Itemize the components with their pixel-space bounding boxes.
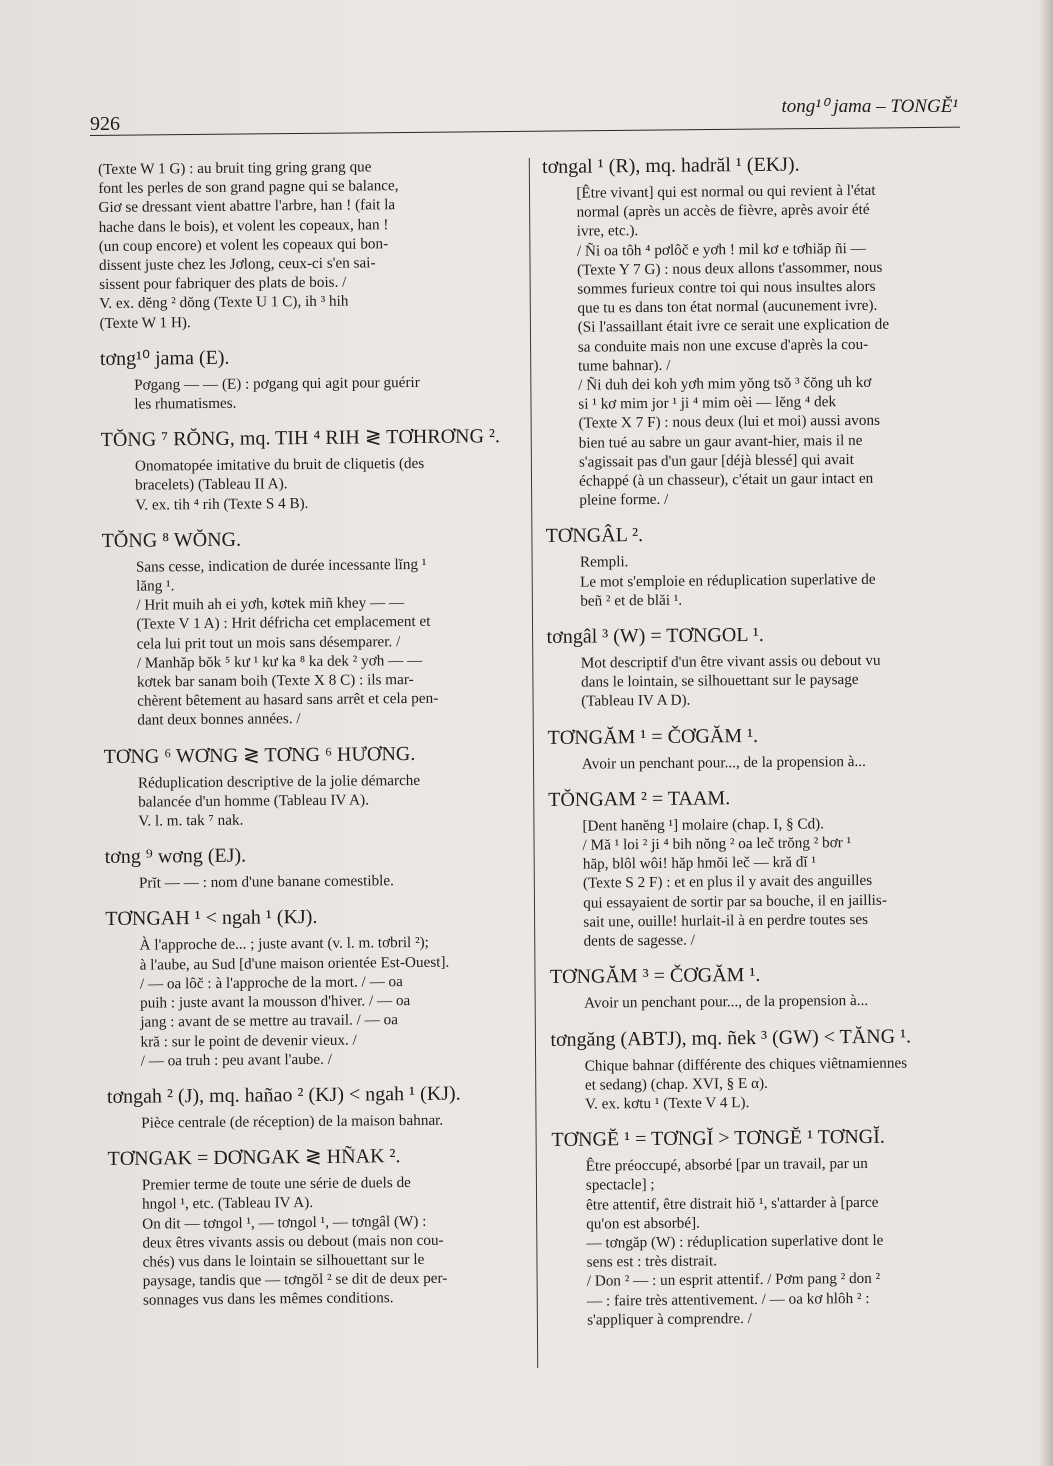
entry-line: sommes furieux contre toi qui nous insultes alors: [577, 277, 876, 298]
entry-line: / Ñi duh dei koh yơh mim yŏng tsŏ ³ čŏng uh kơ: [578, 373, 872, 394]
entry-line: que tu es dans ton état normal (aucunement ivre).: [577, 297, 878, 317]
entry-line: deux êtres vivants assis ou debout (mais non cou-: [142, 1231, 444, 1252]
entry-headword: TŎNG ⁷ RŎNG, mq. TIH ⁴ RIH ≷ TƠHRƠNG ².: [100, 425, 501, 452]
entry-headword: TƠNGAK = DƠNGAK ≷ HÑAK ².: [107, 1145, 401, 1171]
entry-line: bracelets) (Tableau II A).: [135, 475, 288, 495]
entry-headword: TŎNGAM ² = TAAM.: [548, 787, 731, 811]
entry-line: à l'aube, au Sud [d'une maison orientée Est-Ouest].: [139, 953, 450, 974]
entry-body: [105, 932, 528, 1070]
entry-line: balancée d'un homme (Tableau IV A).: [138, 791, 370, 811]
entry-line: pleine forme. /: [579, 491, 669, 509]
entry-line: s'appliquer à comprendre. /: [587, 1309, 752, 1329]
entry-line: qu'on est absorbé].: [586, 1214, 701, 1233]
dictionary-entry: [107, 1081, 529, 1133]
entry-line: être attentif, être distrait hiŏ ¹, s'attarder à [parce: [585, 1193, 879, 1214]
continued-entry: [98, 156, 522, 333]
entry-body: [548, 751, 970, 774]
entry-body: [552, 1153, 976, 1330]
entry-line: bien tué au sabre un gaur avant-hier, mais il ne: [578, 431, 863, 452]
entry-line: (Texte Y 7 G) : nous deux allons t'assommer, nous: [577, 258, 883, 279]
entry-body: [550, 990, 972, 1013]
entry-line: échappé (à un chasseur), c'était un gaur intact en: [579, 469, 874, 490]
entry-line: chés) vus dans le lointain se silhouettant sur le: [142, 1250, 425, 1271]
entry-line: normal (après un accès de fièvre, après avoir été: [576, 201, 870, 221]
book-spine-shadow: [1039, 0, 1053, 1466]
entry-line: paysage, tandis que — tơngŏl ² se dit de deux per-: [142, 1269, 448, 1290]
entry-line: sens est : très distrait.: [586, 1252, 718, 1271]
entry-line: hngol ¹, etc. (Tableau IV A).: [141, 1194, 314, 1213]
entry-line: [Dent hanĕng ¹] molaire (chap. I, § Cd).: [582, 815, 825, 835]
entry-line: Réduplication descriptive de la jolie démarche: [137, 771, 421, 792]
entry-line: / Mă ¹ loi ² ji ⁴ bih nŏng ² oa leč trŏng ² bơr ¹: [582, 834, 852, 854]
entry-body: [107, 1110, 529, 1133]
entry-line: (Texte W 1 H).: [99, 313, 191, 332]
entry-line: et sedang) (chap. XVI, § E α).: [584, 1074, 768, 1094]
entry-body: [542, 180, 967, 510]
entry-line: V. ex. dĕng ² dŏng (Texte U 1 C), ih ³ hih: [99, 293, 349, 313]
entry-line: Rempli.: [579, 553, 629, 572]
entry-line: À l'approche de... ; juste avant (v. l. m. tơbril ²);: [139, 934, 429, 955]
page-number: 926: [90, 113, 120, 135]
entry-line: Être préoccupé, absorbé [par un travail, par un: [585, 1155, 868, 1175]
dictionary-entry: [542, 151, 967, 510]
entry-line: Mot descriptif d'un être vivant assis ou debout vu: [580, 651, 881, 672]
entry-line: (Texte S 2 F) : et en plus il y avait des anguilles: [582, 872, 873, 893]
entry-line: (Texte V 1 A) : Hrit défricha cet emplacement et: [136, 613, 431, 634]
dictionary-entry: [101, 424, 524, 515]
entry-line: / Don ² — : un esprit attentif. / Pơm pang ² don ²: [586, 1270, 881, 1290]
entry-headword: TƠNGAH ¹ < ngah ¹ (KJ).: [105, 906, 318, 931]
left-column: [98, 156, 531, 1325]
entry-line: / Ñi oa tôh ⁴ pơlôč e yơh ! mil kơ e tơhiăp ñi —: [576, 239, 866, 260]
entry-headword: TŎNG ⁸ WŎNG.: [101, 528, 242, 552]
entry-line: Pơgang — — (E) : pơgang qui agit pour guérir: [134, 373, 420, 394]
entry-line: cela lui prit tout un mois sans désemparer. /: [136, 632, 401, 653]
entry-line: ivre, etc.).: [576, 222, 639, 241]
entry-line: kră : sur le point de devenir vieux. /: [140, 1031, 357, 1051]
entry-line: lăng ¹.: [136, 577, 175, 595]
entry-line: (Texte W 1 G) : au bruit ting gring grang que: [98, 158, 372, 178]
dictionary-entry: [105, 841, 527, 893]
entry-headword: TƠNGĂM ¹ = ČƠGĂM ¹.: [547, 724, 759, 749]
entry-line: V. l. m. tak ⁷ nak.: [138, 811, 244, 830]
column-divider: [529, 158, 538, 1368]
entry-headword: TƠNGÂL ².: [545, 524, 644, 548]
entry-line: Avoir un penchant pour..., de la propension à...: [584, 992, 869, 1012]
entry-line: / — oa truh : peu avant l'aube. /: [140, 1050, 332, 1070]
entry-line: Sans cesse, indication de durée incessante lĭng ¹: [135, 555, 427, 576]
entry-body: [548, 813, 971, 951]
entry-line: s'agissait pas d'un gaur [déjà blessé] qui avait: [578, 450, 855, 471]
entry-line: puih : juste avant la mousson d'hiver. / — oa: [140, 992, 411, 1012]
dictionary-entry: [102, 525, 526, 731]
entry-body: [100, 372, 522, 414]
entry-headword: tơngăng (ABTJ), mq. ñek ³ (GW) < TĂNG ¹.: [550, 1024, 912, 1051]
entry-line: Prĭt — — : nom d'une banane comestible.: [138, 872, 395, 892]
entry-line: Giơ se dressant vient abattre l'arbre, han ! (fait la: [98, 196, 396, 217]
entry-line: hache dans le bois), et volent les copeaux, han !: [98, 215, 389, 236]
entry-headword: tơngal ¹ (R), mq. hadrăl ¹ (EKJ).: [542, 153, 800, 178]
entry-line: Avoir un penchant pour..., de la propension à...: [581, 752, 866, 773]
entry-line: kơtek bar sanam boih (Texte X 8 C) : ils mar-: [136, 671, 414, 691]
entry-line: / Hrit muih ah ei yơh, kơtek miñ khey — —: [136, 594, 405, 614]
dictionary-entry: [100, 343, 523, 414]
header-rule: [90, 127, 960, 136]
dictionary-entry: [550, 961, 972, 1013]
entry-line: dents de sagesse. /: [583, 931, 695, 950]
entry-line: — tơngăp (W) : réduplication superlative dont le: [586, 1231, 884, 1252]
entry-line: Pièce centrale (de réception) de la maison bahnar.: [141, 1111, 444, 1132]
running-head: tong¹⁰ jama – TONGĔ¹: [781, 96, 958, 117]
entry-body: [104, 770, 527, 832]
entry-line: (Tableau IV A D).: [581, 692, 691, 711]
dictionary-entry: [105, 903, 529, 1070]
entry-line: les rhumatismes.: [134, 394, 237, 413]
dictionary-entry: [551, 1124, 975, 1330]
entry-headword: TƠNGĔ ¹ = TƠNGĬ > TƠNGĔ ¹ TƠNGĬ.: [551, 1125, 885, 1152]
entry-line: [Être vivant] qui est normal ou qui revient à l'état: [576, 181, 876, 202]
entry-body: [547, 650, 970, 712]
entry-line: sonnages vus dans les mêmes conditions.: [142, 1289, 394, 1309]
entry-line: (Texte X 7 F) : nous deux (lui et moi) aussi avons: [578, 412, 881, 433]
entry-line: dissent juste chez les Jơlong, ceux-ci s'en sai-: [98, 254, 376, 275]
entry-line: On dit — tơngol ¹, — tơngol ¹, — tơngâl (W) :: [142, 1212, 427, 1233]
entry-line: Chique bahnar (différente des chiques viêtnamiennes: [584, 1054, 908, 1075]
entry-line: / Manhăp bŏk ⁵ kư ¹ kư ka ⁸ ka dek ² yơh — —: [136, 651, 423, 672]
dictionary-entry: [547, 621, 970, 712]
entry-headword: tơngâl ³ (W) = TƠNGOL ¹.: [546, 623, 764, 649]
entry-line: si ¹ kơ mim jor ¹ ji ⁴ mim oèi — lĕng ⁴ dek: [578, 393, 837, 413]
dictionary-entry: [548, 784, 972, 951]
entry-line: spectacle] ;: [585, 1176, 655, 1194]
entry-body: [546, 549, 969, 611]
entry-line: Le mot s'emploie en réduplication superlative de: [580, 570, 876, 591]
entry-line: V. ex. kơtu ¹ (Texte V 4 L).: [585, 1093, 750, 1113]
entry-line: chèrent bêtement au hasard sans arrêt et cela pen-: [137, 690, 439, 710]
entry-headword: tơngah ² (J), mq. hañao ² (KJ) < ngah ¹ (KJ).: [106, 1082, 461, 1108]
entry-line: dans le lointain, se silhouettant sur le paysage: [580, 671, 859, 691]
entry-line: hăp, blôl wôi! hăp hmŏi leč — kră dĭ ¹: [582, 853, 817, 873]
entry-line: (un coup encore) et volent les copeaux qui bon-: [98, 235, 389, 255]
entry-body: [102, 554, 526, 731]
dictionary-entry: [550, 1023, 973, 1114]
dictionary-entry: [546, 520, 969, 611]
entry-line: beñ ² et de blăi ¹.: [580, 591, 683, 610]
entry-body: [551, 1052, 974, 1114]
dictionary-entry: [107, 1143, 531, 1310]
entry-line: sa conduite mais non une excuse d'après la cou-: [577, 335, 869, 356]
dictionary-entry: [547, 722, 969, 774]
entry-line: V. ex. tih ⁴ rih (Texte S 4 B).: [135, 494, 309, 514]
entry-body: [101, 453, 524, 515]
entry-headword: tơng ⁹ wơng (EJ).: [104, 844, 247, 869]
entry-line: jang : avant de se mettre au travail. / — oa: [140, 1011, 399, 1031]
entry-body: [105, 870, 527, 893]
entry-headword: TƠNGĂM ³ = ČƠGĂM ¹.: [549, 964, 761, 989]
entry-line: (Si l'assaillant était ivre ce serait une explication de: [577, 316, 890, 337]
entry-line: Onomatopée imitative du bruit de cliquetis (des: [134, 455, 425, 475]
right-column: [542, 151, 975, 1344]
entry-line: font les perles de son grand pagne qui se balance,: [98, 177, 399, 198]
entry-line: / — oa lôč : à l'approche de la mort. / — oa: [139, 973, 403, 993]
entry-headword: tơng¹⁰ jama (E).: [99, 346, 230, 370]
entry-headword: TƠNG ⁶ WƠNG ≷ TƠNG ⁶ HƯƠNG.: [103, 742, 416, 768]
entry-body: [108, 1172, 531, 1310]
entry-line: tume bahnar). /: [577, 356, 671, 375]
entry-line: qui essayaient de sortir par sa bouche, il en jaillis-: [583, 891, 887, 912]
dictionary-entry: [104, 741, 527, 832]
entry-line: Premier terme de toute une série de duels de: [141, 1174, 411, 1194]
entry-line: dant deux bonnes années. /: [137, 710, 301, 730]
entry-line: — : faire très attentivement. / — oa kơ hlôh ² :: [586, 1289, 870, 1310]
entry-body: [98, 156, 522, 333]
entry-line: sait une, ouille! hurlait-il à en perdre toutes ses: [583, 910, 869, 931]
entry-line: sissent pour fabriquer des plats de bois. /: [99, 273, 347, 294]
